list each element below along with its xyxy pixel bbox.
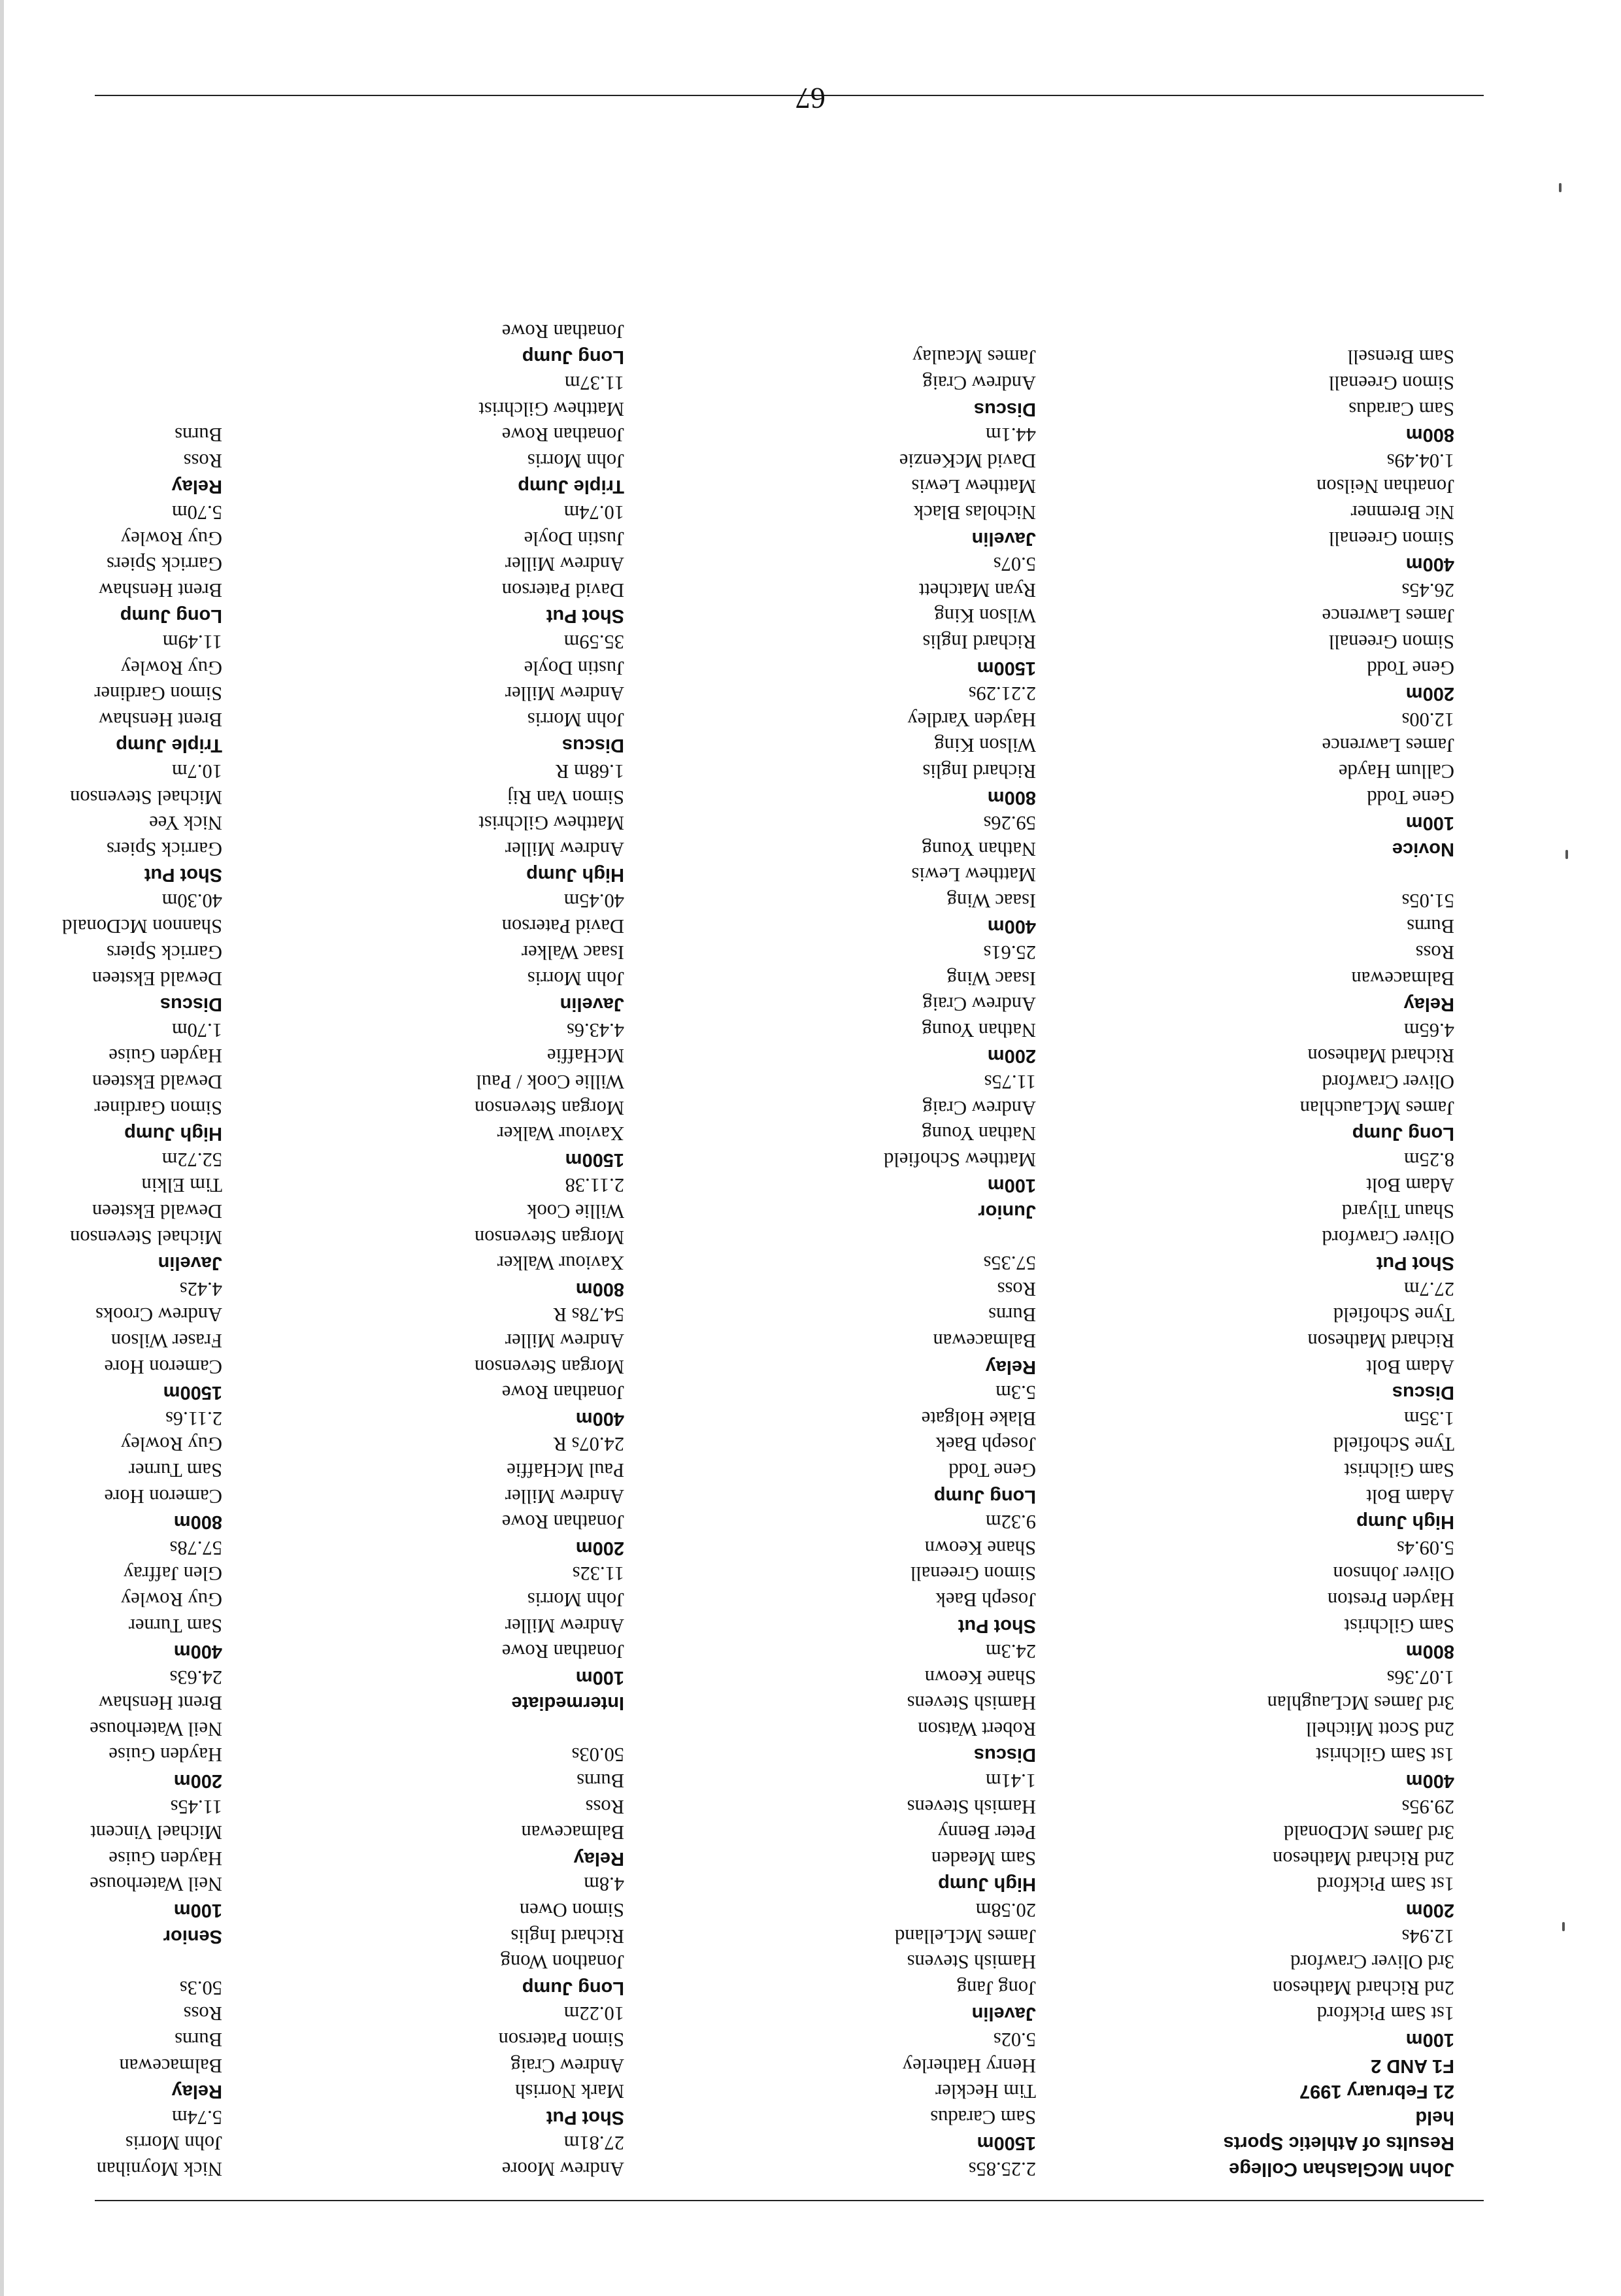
result-line: Jong Jang (956, 1976, 1036, 1999)
column-2 (722, 344, 1036, 2182)
result-line: Morgan Stevenson (474, 1096, 624, 1119)
result-line: John Morris (527, 1588, 624, 1611)
result-line: 12.00s (1401, 708, 1454, 731)
result-line: Balmacewan (933, 1330, 1036, 1352)
result-heading: Discus (561, 735, 624, 756)
result-heading: 100m (1405, 813, 1454, 834)
result-line: Ross (183, 2002, 222, 2025)
result-line: Shannon McDonald (62, 915, 222, 938)
result-line: Andrew Miller (505, 1614, 624, 1637)
result-line: James Lawrence (1322, 734, 1454, 757)
result-line: Jonathan Rowe (501, 1381, 624, 1404)
result-line: Michael Vincent (90, 1821, 222, 1844)
result-line: Callum Hayde (1338, 760, 1454, 783)
result-line: Burns (1407, 915, 1454, 938)
result-line: Dewald Eksteen (92, 1200, 222, 1223)
column-3 (310, 318, 624, 2182)
result-line: Richard Inglis (922, 760, 1036, 783)
result-heading: 200m (1405, 1900, 1454, 1921)
result-line: 1st Sam Pickford (1316, 1873, 1454, 1896)
result-line: 2.21.29s (968, 683, 1036, 705)
result-line: Morgan Stevenson (474, 1355, 624, 1378)
result-line: Nick Moynihan (96, 2158, 222, 2180)
result-heading: Relay (171, 2081, 222, 2102)
result-line: 4.43.6s (566, 1019, 624, 1041)
result-heading: High Jump (1356, 1511, 1454, 1533)
result-line: 2nd Richard Matheson (1273, 1976, 1454, 1999)
result-line: 50.3s (179, 1976, 222, 1999)
result-heading: Javelin (158, 1253, 222, 1274)
result-heading: Long Jump (120, 605, 222, 627)
scan-speck (1562, 1922, 1565, 1931)
result-line: Tyne Schofield (1333, 1433, 1454, 1456)
result-line: Jonathan Rowe (501, 320, 624, 343)
result-heading: Relay (1403, 994, 1454, 1015)
result-line: Wilson King (934, 734, 1036, 757)
result-line: Matthew Lewis (911, 475, 1036, 498)
result-heading: Senior (163, 1925, 222, 1947)
result-line: Xaviour Walker (497, 1252, 624, 1275)
result-heading: 400m (575, 1408, 624, 1429)
result-line: Matthew Gilchrist (478, 812, 624, 835)
result-line (310, 1715, 624, 1742)
result-line: 3rd Oliver Crawford (1290, 1951, 1454, 1974)
result-heading: 200m (575, 1537, 624, 1559)
result-line: Gene Todd (1367, 786, 1454, 809)
result-line: Tyne Schofield (1333, 1304, 1454, 1326)
result-heading: 200m (987, 1045, 1036, 1067)
result-heading: 400m (173, 1641, 222, 1663)
result-heading: Triple Jump (518, 476, 624, 498)
result-line: Willie Cook (527, 1200, 624, 1223)
result-line: Adam Bolt (1366, 1485, 1454, 1508)
result-line: 24.3m (985, 1640, 1036, 1663)
result-line: 57.35s (983, 1252, 1036, 1275)
result-heading: Javelin (971, 528, 1036, 549)
result-line: John Morris (527, 967, 624, 990)
result-line: Oliver Johnson (1333, 1562, 1454, 1585)
result-line: Hamish Stevens (907, 1795, 1036, 1818)
result-line: 2nd Richard Matheson (1273, 1847, 1454, 1870)
result-heading: Triple Jump (116, 735, 222, 756)
result-line: Brent Henshaw (99, 579, 222, 601)
result-line: 24.07s R (553, 1433, 624, 1456)
result-line: Balmacewan (1351, 967, 1454, 990)
result-line: Burns (988, 1304, 1036, 1326)
result-line: Jonathan Rowe (501, 1640, 624, 1663)
top-rule (95, 2200, 1484, 2201)
result-line: Ross (1415, 941, 1454, 964)
result-line: Nic Bremner (1350, 501, 1454, 524)
result-line: 24.63s (169, 1666, 222, 1689)
result-line: Michael Stevenson (70, 1226, 222, 1249)
result-line: John Morris (527, 449, 624, 472)
result-line: 10.22m (563, 2002, 624, 2025)
result-line: Burns (175, 2029, 222, 2051)
result-line: Andrew Craig (510, 2054, 624, 2077)
result-line: David Paterson (501, 579, 624, 601)
result-line: Oliver Crawford (1322, 1071, 1454, 1094)
result-line: 1.07.36s (1386, 1666, 1454, 1689)
result-line: 27.81m (563, 2132, 624, 2155)
result-line: 11.75s (984, 1071, 1036, 1094)
result-heading: 1500m (163, 1382, 222, 1404)
page-number: 67 (795, 82, 826, 115)
result-line: 59.26s (983, 812, 1036, 835)
result-heading: Javelin (560, 994, 624, 1015)
result-line: 50.03s (571, 1744, 624, 1766)
result-line: 4.65m (1403, 1019, 1454, 1041)
result-line: Adam Bolt (1366, 1355, 1454, 1378)
result-line: Gene Todd (948, 1459, 1036, 1481)
result-line: Isaac Wing (946, 967, 1036, 990)
result-line: Andrew Miller (505, 1330, 624, 1352)
result-line: Morgan Stevenson (474, 1226, 624, 1249)
result-line: Hayden Guise (109, 1847, 222, 1870)
result-heading: 1500m (565, 1149, 624, 1170)
result-heading: 800m (575, 1278, 624, 1300)
result-line: Michael Stevenson (70, 786, 222, 809)
result-line: Blake Holgate (921, 1407, 1036, 1430)
result-line: Shaun Tilyard (1341, 1200, 1454, 1223)
result-line: Guy Rowley (120, 1588, 222, 1611)
result-heading: High Jump (526, 864, 624, 886)
result-line: Andrew Craig (922, 1096, 1036, 1119)
result-line: Andrew Miller (505, 553, 624, 576)
result-line: Guy Rowley (120, 1433, 222, 1456)
result-line: Richard Matheson (1307, 1045, 1454, 1068)
result-line: 9.32m (985, 1511, 1036, 1534)
result-line: Ryan Matchett (918, 579, 1036, 601)
result-line: 5.02s (993, 2029, 1036, 2051)
result-line: Hayden Yardley (907, 708, 1036, 731)
result-line: 1st Sam Pickford (1316, 2002, 1454, 2025)
result-line: John Morris (527, 708, 624, 731)
result-line: Cameron Hore (104, 1485, 222, 1508)
result-line: Simon Owen (519, 1899, 624, 1922)
result-line: Sam Caradus (930, 2106, 1036, 2129)
result-line: Hayden Preston (1328, 1588, 1454, 1611)
result-line: 51.05s (1401, 889, 1454, 912)
result-line: 5.3m (995, 1381, 1036, 1404)
result-line: Simon Greenall (1328, 630, 1454, 653)
result-line: Henry Hatherley (902, 2054, 1036, 2077)
result-line: 2.11.6s (165, 1407, 222, 1430)
result-line: Brent Henshaw (99, 1692, 222, 1715)
result-line: Guy Rowley (120, 527, 222, 550)
result-heading: Relay (985, 1356, 1036, 1377)
result-line: Andrew Miller (505, 1485, 624, 1508)
result-heading: Javelin (971, 2003, 1036, 2025)
result-line: John Morris (125, 2132, 222, 2155)
result-line: Sam Brensell (1347, 346, 1454, 369)
result-line: Fraser Wilson (110, 1330, 222, 1352)
result-heading: Discus (159, 994, 222, 1015)
result-line: 5.70m (171, 501, 222, 524)
result-heading: Relay (573, 1848, 624, 1869)
result-line: Burns (577, 1770, 624, 1793)
result-heading: Junior (978, 1201, 1036, 1223)
result-heading: Discus (1392, 1382, 1454, 1404)
result-line: Isaac Walker (521, 941, 624, 964)
result-line (1141, 862, 1454, 888)
result-line: Dewald Eksteen (92, 1071, 222, 1094)
result-line: Balmacewan (521, 1821, 624, 1844)
result-line: Richard Inglis (510, 1925, 624, 1948)
result-line: Dewald Eksteen (92, 967, 222, 990)
result-heading: Shot Put (1376, 1253, 1454, 1274)
result-line: Ross (585, 1795, 624, 1818)
result-line: 20.58m (975, 1899, 1036, 1922)
result-line: McHaffie (547, 1045, 624, 1068)
result-heading: Discus (973, 1744, 1036, 1766)
result-line: Sam Caradus (1348, 397, 1454, 420)
result-line: James Lawrence (1322, 605, 1454, 628)
result-line: Garrick Spiers (106, 837, 222, 860)
result-line: Gene Todd (1367, 656, 1454, 679)
result-line: Burns (175, 424, 222, 447)
result-line: 12.94s (1401, 1925, 1454, 1948)
result-line: Sam Turner (128, 1459, 222, 1481)
result-line: 1st Sam Gilchrist (1316, 1744, 1454, 1766)
result-line: 54.78s R (553, 1304, 624, 1326)
result-line: Wilson King (934, 605, 1036, 628)
result-line: David McKenzie (899, 449, 1036, 472)
result-heading: 800m (987, 786, 1036, 808)
result-line: Nicholas Black (913, 501, 1036, 524)
result-line: Robert Watson (918, 1717, 1036, 1740)
result-line: Joseph Baek (935, 1433, 1036, 1456)
result-line: Andrew Miller (505, 683, 624, 705)
result-line: Richard Matheson (1307, 1330, 1454, 1352)
result-line: Neil Waterhouse (90, 1717, 222, 1740)
result-heading: 1500m (977, 657, 1036, 679)
result-line: Paul McHaffie (507, 1459, 624, 1481)
result-line: 44.1m (985, 424, 1036, 447)
result-line: 1.04.49s (1386, 449, 1454, 472)
result-line: 8.25m (1403, 1148, 1454, 1171)
result-heading: 21 February 1997 (1299, 2081, 1454, 2102)
result-line: 40.45m (563, 889, 624, 912)
result-line: 2.11.38 (565, 1174, 624, 1197)
result-line: 11.49m (162, 630, 222, 653)
result-line: Glen Jaffray (123, 1562, 222, 1585)
result-heading: Discus (973, 398, 1036, 420)
column-4 (0, 422, 222, 2182)
result-line: 1.41m (985, 1770, 1036, 1793)
result-line: Nathan Young (922, 1019, 1036, 1041)
result-heading: 200m (173, 1770, 222, 1792)
result-line: 52.72m (161, 1148, 222, 1171)
result-line: 10.7m (171, 760, 222, 783)
result-line: Tim Elkin (141, 1174, 222, 1197)
result-heading: Long Jump (522, 346, 624, 368)
result-line: 11.37m (564, 372, 624, 395)
result-line: Nathan Young (922, 1123, 1036, 1145)
scan-speck (1559, 183, 1562, 192)
result-line: Hamish Stevens (907, 1951, 1036, 1974)
result-line: Richard Inglis (922, 630, 1036, 653)
result-heading: F1 AND 2 (1371, 2055, 1454, 2076)
result-line: Andrew Moore (501, 2158, 624, 2180)
result-line: Jonathan Rowe (501, 1511, 624, 1534)
result-line: Justin Doyle (524, 527, 624, 550)
result-line: 1.35m (1403, 1407, 1454, 1430)
result-line: Sam Gilchrist (1344, 1459, 1454, 1481)
result-line: 5.74m (171, 2106, 222, 2129)
result-heading: High Jump (938, 1874, 1036, 1895)
result-line (0, 1949, 222, 1975)
result-line: Tim Heckler (935, 2080, 1036, 2103)
result-heading: Long Jump (933, 1485, 1036, 1507)
result-line: Matthew Gilchrist (478, 397, 624, 420)
result-line: Andrew Miller (505, 837, 624, 860)
result-line: Simon Gardiner (94, 1096, 222, 1119)
result-line: Simon Van Rij (507, 786, 624, 809)
result-line: 29.95s (1401, 1795, 1454, 1818)
result-line: James McLauchlan (1299, 1096, 1454, 1119)
result-line: Nick Yee (149, 812, 222, 835)
result-line: 11.45s (170, 1795, 222, 1818)
result-line: 2.25.85s (968, 2158, 1036, 2180)
result-line: Willie Cook / Paul (476, 1071, 624, 1094)
result-heading: Shot Put (546, 605, 624, 627)
result-line: Joseph Baek (935, 1588, 1036, 1611)
scan-speck (1565, 850, 1568, 859)
result-line: 5.09.4s (1396, 1536, 1454, 1559)
result-line: Sam Gilchrist (1344, 1614, 1454, 1637)
result-line: Nathan Young (922, 837, 1036, 860)
result-line: Oliver Crawford (1322, 1226, 1454, 1249)
result-line: Garrick Spiers (106, 941, 222, 964)
result-heading: High Jump (124, 1123, 222, 1145)
result-line: Hamish Stevens (907, 1692, 1036, 1715)
result-heading: 400m (1405, 554, 1454, 575)
result-heading: Long Jump (522, 1977, 624, 1999)
result-line: David Paterson (501, 915, 624, 938)
result-line: James Mcaulay (912, 346, 1036, 369)
result-line: Matthew Schofield (884, 1148, 1036, 1171)
result-line: Xaviour Walker (497, 1123, 624, 1145)
result-heading: 800m (1405, 424, 1454, 446)
result-heading: 100m (575, 1666, 624, 1688)
result-heading: Shot Put (144, 864, 222, 886)
result-line: Mark Norrish (515, 2080, 624, 2103)
result-line: James McLelland (895, 1925, 1036, 1948)
result-line: Justin Doyle (524, 656, 624, 679)
result-line: Brent Henshaw (99, 708, 222, 731)
result-line: Ross (183, 449, 222, 472)
result-heading: 400m (987, 916, 1036, 937)
result-heading: 100m (987, 1175, 1036, 1196)
result-line: 2nd Scott Mitchell (1305, 1717, 1454, 1740)
result-line: Isaac Wing (946, 889, 1036, 912)
result-line: Andrew Crooks (95, 1304, 222, 1326)
result-line: Sam Meaden (931, 1847, 1036, 1870)
result-heading: Long Jump (1352, 1123, 1454, 1145)
result-heading: 800m (173, 1511, 222, 1533)
result-line: Balmacewan (119, 2054, 222, 2077)
result-line: Matthew Lewis (911, 864, 1036, 886)
result-heading: held (1415, 2106, 1454, 2128)
result-heading: Novice (1392, 838, 1454, 860)
result-line: 27.7m (1403, 1277, 1454, 1300)
result-heading: Shot Put (546, 2106, 624, 2128)
result-line: Shane Keown (924, 1536, 1036, 1559)
result-heading: 1500m (977, 2133, 1036, 2154)
result-line: 57.78s (169, 1536, 222, 1559)
result-heading: Relay (171, 476, 222, 498)
result-line: Peter Benny (938, 1821, 1036, 1844)
result-line: 26.45s (1401, 579, 1454, 601)
column-1 (1141, 344, 1454, 2182)
result-line: Andrew Craig (922, 993, 1036, 1016)
result-line: Ross (997, 1277, 1036, 1300)
result-line: Jonathan Neilson (1316, 475, 1454, 498)
result-heading: John McGlashan College (1229, 2159, 1454, 2180)
result-line: Simon Paterson (498, 2029, 624, 2051)
result-heading: 200m (1405, 683, 1454, 705)
result-line: Simon Greenall (1328, 527, 1454, 550)
result-line: Neil Waterhouse (90, 1873, 222, 1896)
result-heading: 100m (1405, 2029, 1454, 2051)
result-line: Hayden Guise (109, 1045, 222, 1068)
result-heading: Results of Athletic Sports (1223, 2133, 1454, 2154)
result-line: 1.70m (171, 1019, 222, 1041)
result-line: 40.30m (161, 889, 222, 912)
result-line: Adam Bolt (1366, 1174, 1454, 1197)
result-line: Garrick Spiers (106, 553, 222, 576)
result-heading: 800m (1405, 1641, 1454, 1663)
result-line: Hayden Guise (109, 1744, 222, 1766)
result-line: Jonathan Rowe (501, 424, 624, 447)
result-line: Jonathon Wong (500, 1951, 624, 1974)
result-line: 35.59m (563, 630, 624, 653)
result-line: 10.74m (563, 501, 624, 524)
result-heading: Intermediate (511, 1693, 624, 1714)
result-heading: 100m (173, 1900, 222, 1921)
result-line: Simon Gardiner (94, 683, 222, 705)
result-line: 3rd James McLaughlan (1267, 1692, 1454, 1715)
result-heading: Shot Put (958, 1615, 1036, 1636)
result-line: 4.8m (584, 1873, 624, 1896)
result-line: Andrew Craig (922, 372, 1036, 395)
result-line: Cameron Hore (104, 1355, 222, 1378)
result-line: Simon Greenall (910, 1562, 1036, 1585)
result-line: Shane Keown (924, 1666, 1036, 1689)
result-line: Simon Greenall (1328, 372, 1454, 395)
result-line: 1.68m R (555, 760, 624, 783)
result-line: 5.07s (993, 553, 1036, 576)
result-line: 11.32s (572, 1562, 624, 1585)
result-line (722, 1224, 1036, 1250)
result-line: 25.61s (983, 941, 1036, 964)
result-line: 4.42s (179, 1277, 222, 1300)
result-line: Guy Rowley (120, 656, 222, 679)
result-heading: 400m (1405, 1770, 1454, 1792)
result-line: Sam Turner (128, 1614, 222, 1637)
result-line: 3rd James McDonald (1284, 1821, 1454, 1844)
